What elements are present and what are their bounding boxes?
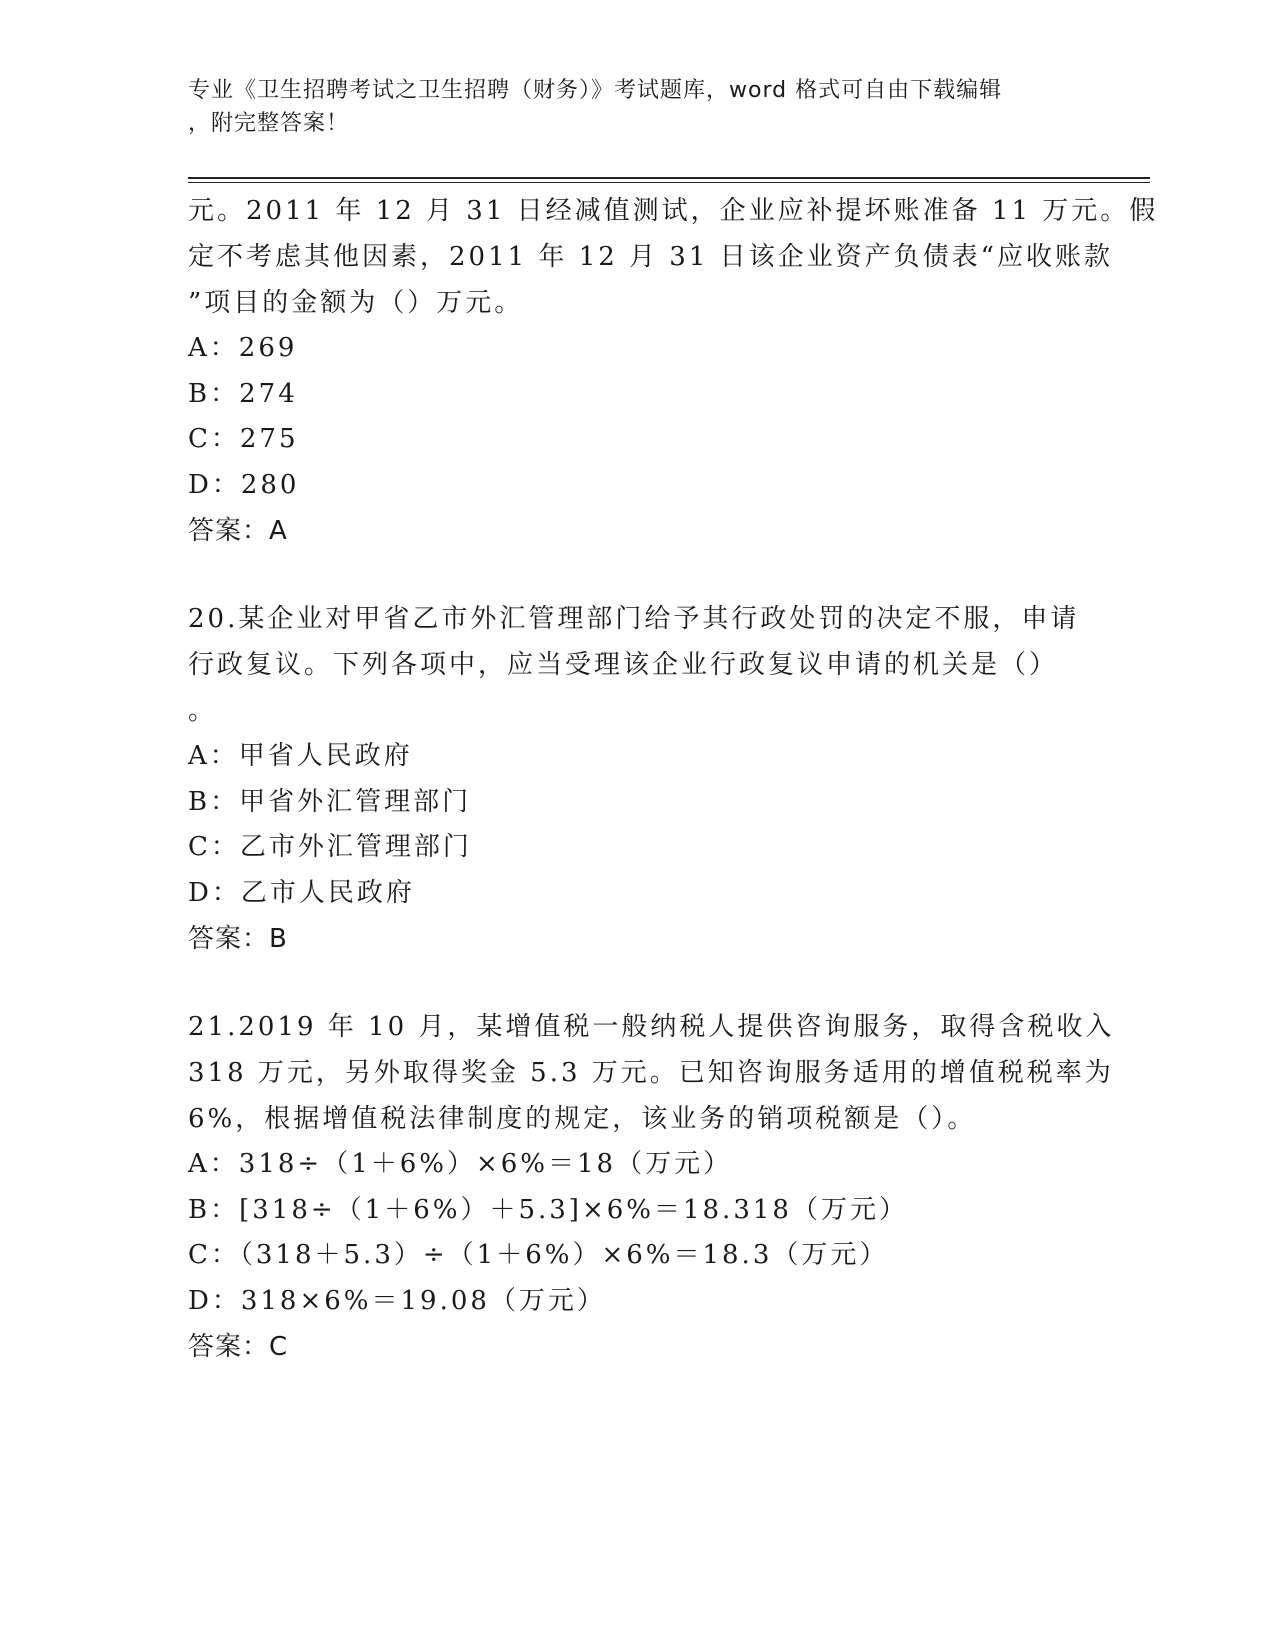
header-divider-thin: [188, 182, 1150, 183]
page-header: [188, 74, 1068, 140]
option-b: B：甲省外汇管理部门: [188, 786, 472, 817]
option-b: B：274: [188, 378, 298, 409]
header-divider-thick: [188, 177, 1150, 179]
question-19: [188, 188, 1159, 554]
question-text-line: 行政复议。下列各项中，应当受理该企业行政复议申请的机关是（）: [188, 650, 1059, 680]
question-text-line: 21.2019 年 10 月，某增值税一般纳税人提供咨询服务，取得含税收入: [188, 1012, 1115, 1042]
header-line-1: 专业《卫生招聘考试之卫生招聘（财务）》考试题库，word 格式可自由下载编辑: [188, 78, 1003, 103]
document-body: [188, 188, 1159, 1370]
spacer: [188, 554, 1088, 596]
question-text-line: 6%，根据增值税法律制度的规定，该业务的销项税额是（）。: [188, 1104, 977, 1134]
answer: 答案：B: [188, 924, 288, 954]
option-a: A：318÷（1＋6%）×6%＝18（万元）: [188, 1149, 733, 1179]
question-text-line: 定不考虑其他因素，2011 年 12 月 31 日该企业资产负债表“应收账款: [188, 242, 1113, 272]
option-d: D：318×6%＝19.08（万元）: [188, 1285, 606, 1316]
option-a: A：269: [188, 333, 298, 363]
option-d: D：乙市人民政府: [188, 877, 415, 908]
question-text-line: 318 万元，另外取得奖金 5.3 万元。已知咨询服务适用的增值税税率为: [188, 1058, 1114, 1088]
question-text-line: 20.某企业对甲省乙市外汇管理部门给予其行政处罚的决定不服，申请: [188, 604, 1080, 634]
question-text-line: ”项目的金额为（）万元。: [188, 288, 524, 318]
option-c: C：（318＋5.3）÷（1＋6%）×6%＝18.3（万元）: [188, 1240, 889, 1270]
spacer: [188, 962, 1088, 1004]
option-d: D：280: [188, 469, 300, 500]
option-a: A：甲省人民政府: [188, 741, 413, 771]
answer: 答案：A: [188, 516, 288, 546]
option-c: C：乙市外汇管理部门: [188, 832, 472, 862]
question-21: [188, 1004, 1115, 1370]
option-c: C：275: [188, 424, 299, 454]
question-20: [188, 596, 1088, 962]
question-text-line: 元。2011 年 12 月 31 日经减值测试，企业应补提坏账准备 11 万元。假: [188, 196, 1159, 226]
header-line-2: ，附完整答案！: [188, 111, 350, 136]
option-b: B：[318÷（1＋6%）＋5.3]×6%＝18.318（万元）: [188, 1194, 908, 1225]
question-text-line: 。: [188, 696, 218, 726]
answer: 答案：C: [188, 1332, 289, 1362]
